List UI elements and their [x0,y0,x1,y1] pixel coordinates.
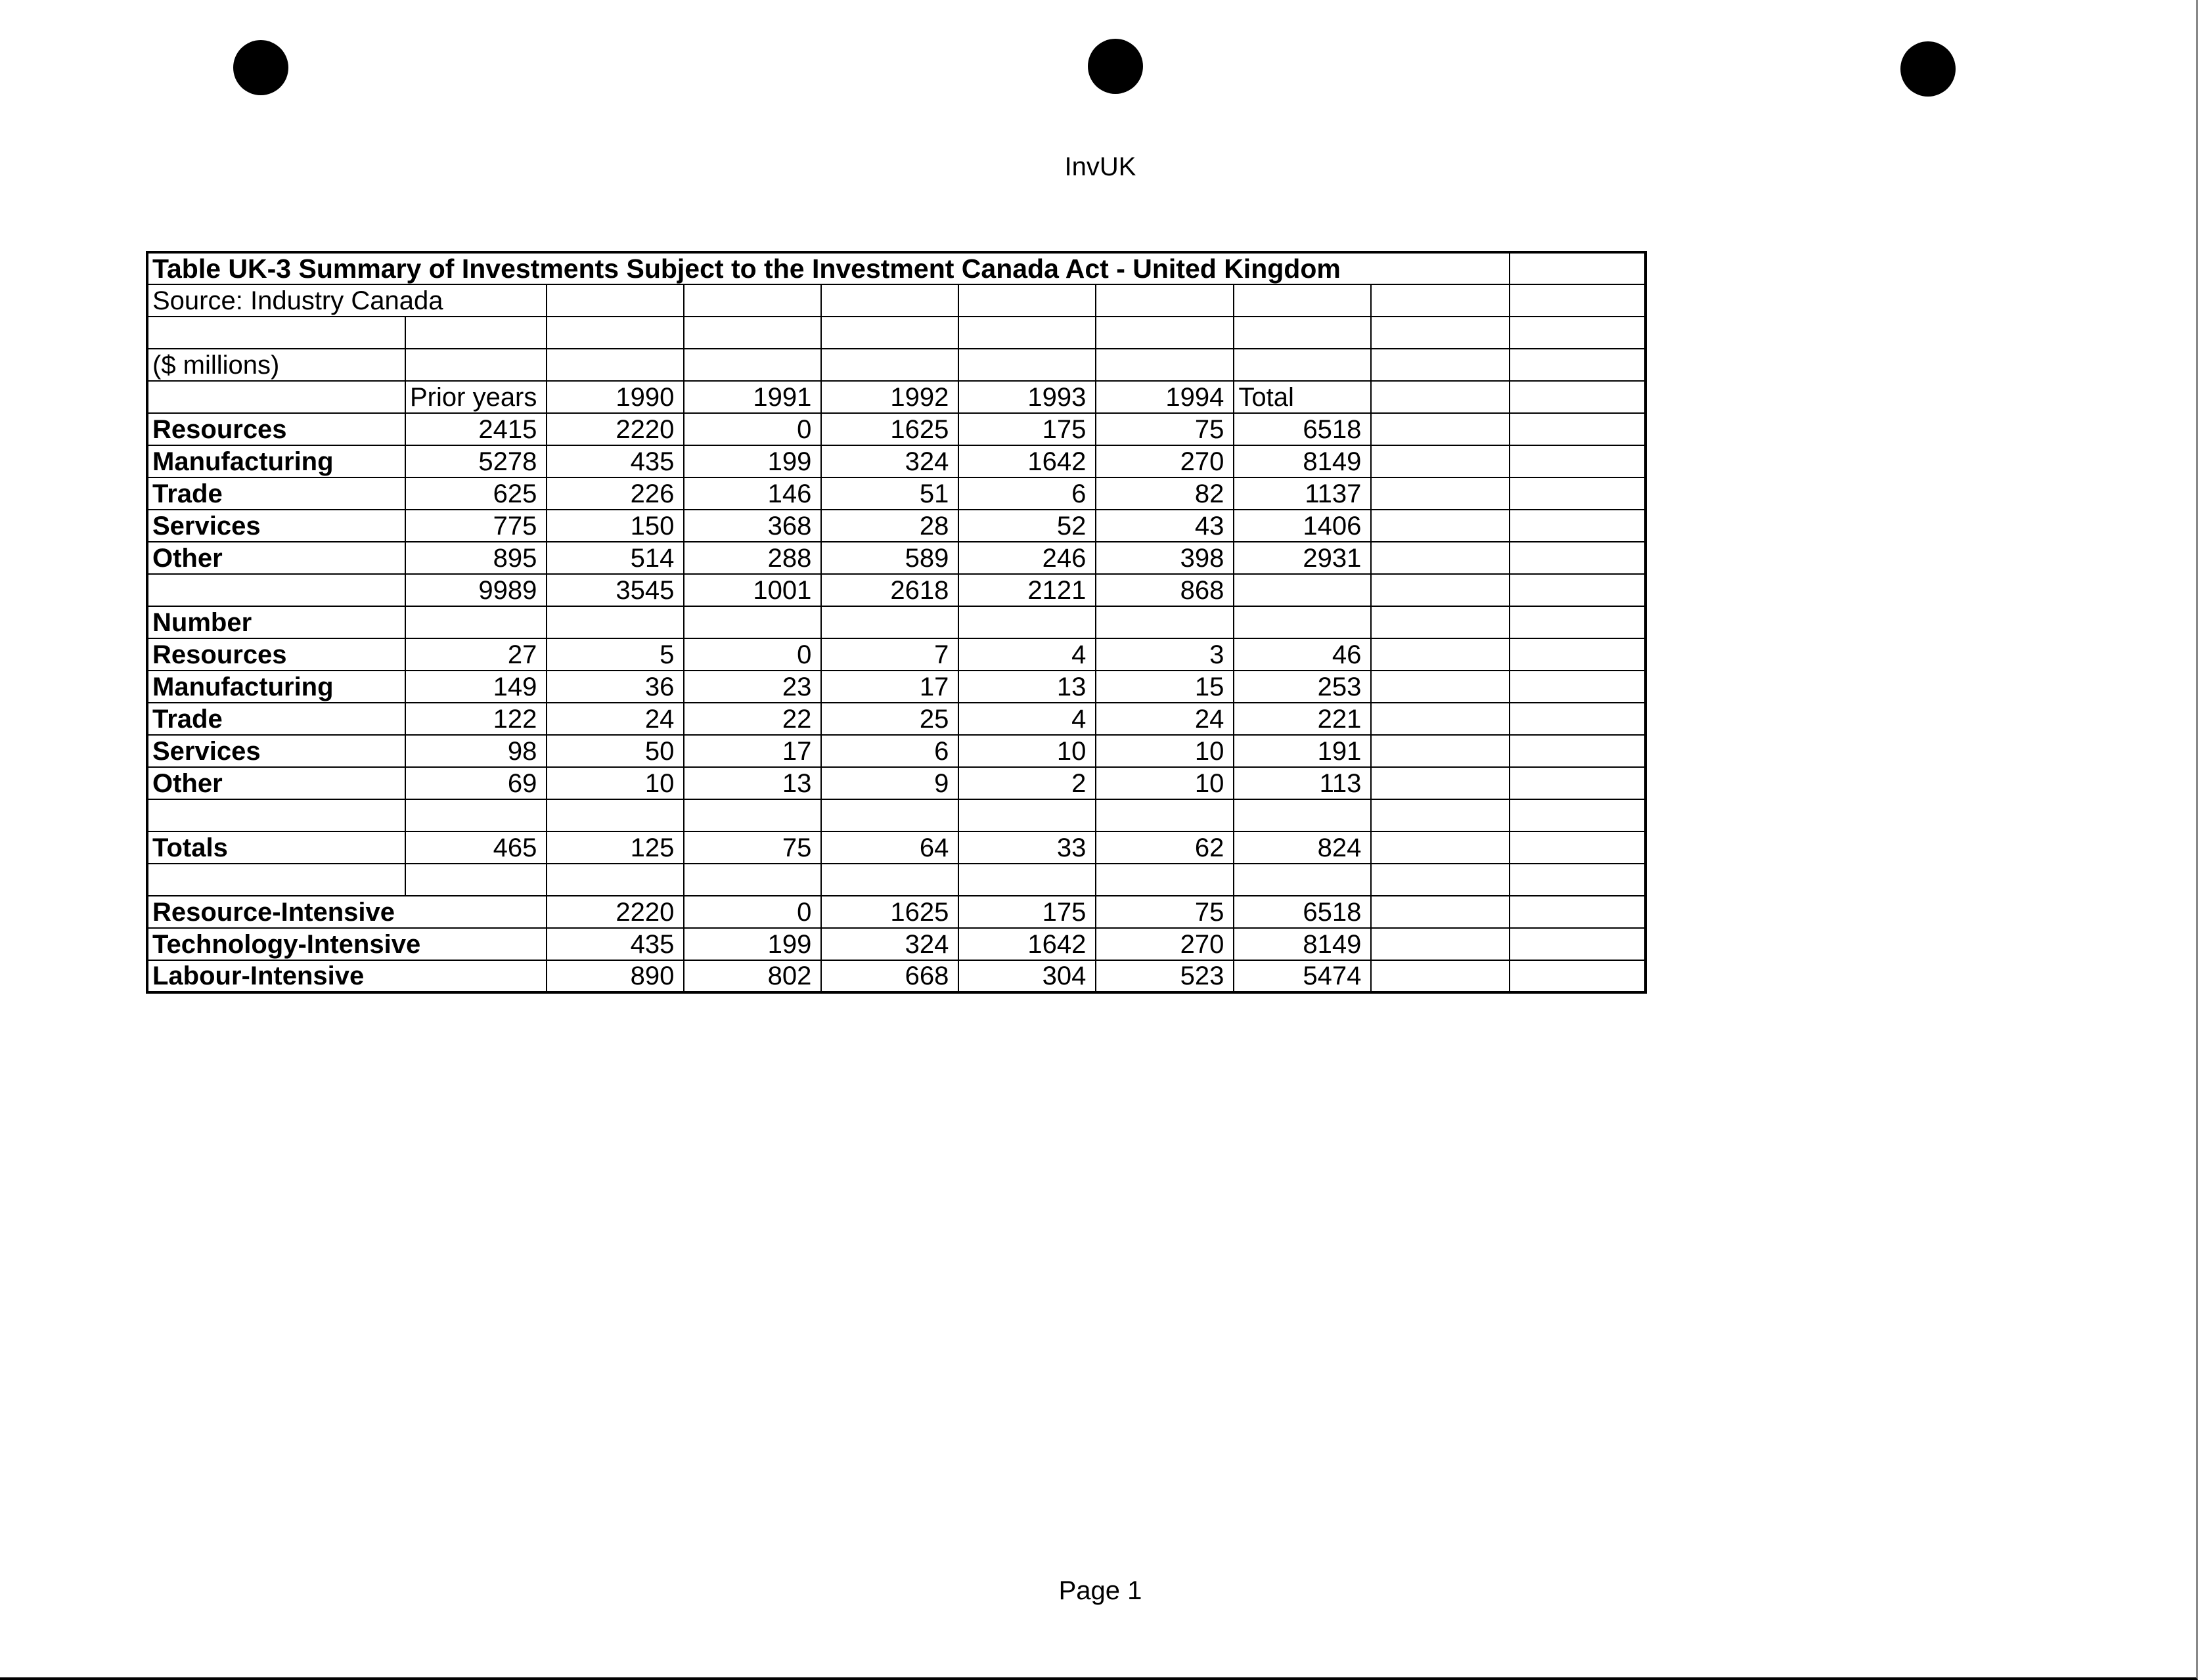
value-cell: 125 [547,831,684,864]
value-cell: 523 [1096,960,1234,992]
empty-cell [1234,574,1371,606]
value-cell: 398 [1096,542,1234,574]
value-cell: 175 [958,896,1096,928]
empty-cell [1510,671,1646,703]
empty-cell [684,799,821,831]
value-cell: 28 [821,510,958,542]
value-cell: 50 [547,735,684,767]
empty-cell [1371,606,1510,638]
value-cell: 36 [547,671,684,703]
empty-cell [821,606,958,638]
row-label: Trade [147,477,405,510]
value-cell: 2415 [405,413,547,445]
value-cell: 270 [1096,445,1234,477]
empty-cell [1371,477,1510,510]
empty-cell [1371,574,1510,606]
row-label: Totals [147,831,405,864]
empty-cell [1510,928,1646,960]
column-header: Total [1234,381,1371,413]
value-cell: 52 [958,510,1096,542]
empty-cell [1371,928,1510,960]
value-cell: 625 [405,477,547,510]
value-row [147,413,1646,445]
units-row [147,349,1646,381]
value-cell: 2220 [547,413,684,445]
value-cell: 435 [547,928,684,960]
value-cell: 1642 [958,928,1096,960]
value-cell: 23 [684,671,821,703]
value-cell: 199 [684,928,821,960]
value-cell: 890 [547,960,684,992]
table-source: Source: Industry Canada [147,284,547,317]
value-cell: 24 [547,703,684,735]
value-cell: 775 [405,510,547,542]
blank-row [147,864,1646,896]
empty-cell [1371,638,1510,671]
value-cell: 1001 [684,574,821,606]
value-cell: 1137 [1234,477,1371,510]
empty-cell [684,606,821,638]
value-cell: 868 [1096,574,1234,606]
empty-cell [1510,864,1646,896]
row-label: Resource-Intensive [147,896,547,928]
value-row [147,477,1646,510]
title-row [147,252,1646,284]
number-row [147,671,1646,703]
value-cell: 221 [1234,703,1371,735]
value-cell: 5474 [1234,960,1371,992]
value-cell: 0 [684,638,821,671]
value-cell: 0 [684,896,821,928]
row-label [147,864,405,896]
value-cell: 824 [1234,831,1371,864]
value-cell: 149 [405,671,547,703]
value-cell: 589 [821,542,958,574]
value-row [147,542,1646,574]
value-cell: 514 [547,542,684,574]
punch-hole-right [1900,41,1956,97]
value-cell: 324 [821,445,958,477]
value-cell: 6518 [1234,413,1371,445]
empty-cell [1371,831,1510,864]
empty-cell [1510,960,1646,992]
value-cell: 5 [547,638,684,671]
value-cell: 270 [1096,928,1234,960]
value-cell: 10 [1096,767,1234,799]
empty-cell [1510,767,1646,799]
value-cell: 150 [547,510,684,542]
number-section-row [147,606,1646,638]
intensity-row [147,928,1646,960]
value-cell: 246 [958,542,1096,574]
column-header: 1991 [684,381,821,413]
empty-cell [1096,799,1234,831]
row-label: Number [147,606,405,638]
row-label: Services [147,510,405,542]
empty-cell [405,799,547,831]
value-cell: 75 [1096,413,1234,445]
value-row [147,445,1646,477]
blank-row [147,317,1646,349]
value-cell: 1625 [821,896,958,928]
empty-cell [1371,735,1510,767]
value-cell: 1625 [821,413,958,445]
empty-cell [1371,445,1510,477]
empty-cell [958,606,1096,638]
empty-cell [1234,606,1371,638]
table-title: Table UK-3 Summary of Investments Subject to the Investment Canada Act - United Kingdom [147,252,1510,284]
value-cell: 25 [821,703,958,735]
value-cell: 51 [821,477,958,510]
empty-cell [958,864,1096,896]
value-cell: 8149 [1234,928,1371,960]
row-label: Labour-Intensive [147,960,547,992]
totals-row [147,831,1646,864]
value-cell: 62 [1096,831,1234,864]
empty-cell [1371,799,1510,831]
empty-cell [1234,864,1371,896]
value-cell: 199 [684,445,821,477]
value-cell: 75 [1096,896,1234,928]
empty-cell [547,606,684,638]
empty-cell [1510,735,1646,767]
value-cell: 10 [1096,735,1234,767]
value-cell: 435 [547,445,684,477]
blank-row [147,799,1646,831]
value-cell: 3 [1096,638,1234,671]
value-cell: 253 [1234,671,1371,703]
value-cell: 668 [821,960,958,992]
row-label [147,574,405,606]
value-cell: 368 [684,510,821,542]
empty-cell [1510,831,1646,864]
column-header: 1994 [1096,381,1234,413]
intensity-row [147,960,1646,992]
value-cell: 122 [405,703,547,735]
empty-cell [1510,510,1646,542]
value-cell: 64 [821,831,958,864]
value-cell: 146 [684,477,821,510]
row-label: Other [147,767,405,799]
source-row [147,284,1646,317]
value-cell: 2220 [547,896,684,928]
empty-cell [1371,542,1510,574]
value-cell: 27 [405,638,547,671]
empty-cell [1510,574,1646,606]
row-label: Resources [147,413,405,445]
row-label: Manufacturing [147,445,405,477]
value-cell: 17 [684,735,821,767]
value-cell: 8149 [1234,445,1371,477]
value-cell: 2618 [821,574,958,606]
punch-hole-center [1088,39,1143,94]
value-cell: 304 [958,960,1096,992]
number-row [147,767,1646,799]
value-cell: 1642 [958,445,1096,477]
empty-cell [1510,477,1646,510]
empty-cell [1510,542,1646,574]
punch-hole-left [233,40,288,95]
value-cell: 226 [547,477,684,510]
value-cell: 9989 [405,574,547,606]
value-cell: 4 [958,703,1096,735]
intensity-row [147,896,1646,928]
value-cell: 288 [684,542,821,574]
value-cell: 4 [958,638,1096,671]
value-cell: 46 [1234,638,1371,671]
column-header: 1993 [958,381,1096,413]
value-cell: 1406 [1234,510,1371,542]
sheet-name: InvUK [1064,152,1136,181]
value-row [147,510,1646,542]
row-label: Services [147,735,405,767]
row-label: Other [147,542,405,574]
empty-cell [1371,960,1510,992]
empty-cell [1510,703,1646,735]
empty-cell [821,864,958,896]
investment-table [146,251,1647,994]
value-cell: 802 [684,960,821,992]
empty-cell [1510,638,1646,671]
empty-cell [1096,606,1234,638]
empty-cell [1371,864,1510,896]
empty-cell [1371,413,1510,445]
value-cell: 113 [1234,767,1371,799]
value-cell: 15 [1096,671,1234,703]
row-label: Technology-Intensive [147,928,547,960]
value-cell: 2 [958,767,1096,799]
value-cell: 13 [684,767,821,799]
value-cell: 175 [958,413,1096,445]
value-cell: 7 [821,638,958,671]
value-cell: 0 [684,413,821,445]
value-cell: 2931 [1234,542,1371,574]
row-label: Manufacturing [147,671,405,703]
value-cell: 10 [547,767,684,799]
row-label [147,799,405,831]
empty-cell [1371,703,1510,735]
empty-cell [958,799,1096,831]
empty-cell [1510,413,1646,445]
value-cell: 895 [405,542,547,574]
empty-cell [1371,510,1510,542]
value-cell: 2121 [958,574,1096,606]
empty-cell [1510,606,1646,638]
column-header-row [147,381,1646,413]
number-row [147,735,1646,767]
value-cell: 6 [958,477,1096,510]
empty-cell [1510,252,1646,284]
empty-cell [405,606,547,638]
value-cell: 6518 [1234,896,1371,928]
empty-cell [547,799,684,831]
value-cell: 191 [1234,735,1371,767]
value-cell: 22 [684,703,821,735]
value-cell: 43 [1096,510,1234,542]
empty-cell [1096,864,1234,896]
empty-cell [1371,896,1510,928]
value-cell: 75 [684,831,821,864]
number-row [147,638,1646,671]
value-cell: 6 [821,735,958,767]
value-cell: 24 [1096,703,1234,735]
value-cell: 465 [405,831,547,864]
value-cell: 9 [821,767,958,799]
row-label: Resources [147,638,405,671]
units-label: ($ millions) [147,349,405,381]
page-number: Page 1 [1058,1576,1142,1605]
empty-cell [684,864,821,896]
row-label: Trade [147,703,405,735]
value-cell: 82 [1096,477,1234,510]
empty-cell [1371,767,1510,799]
column-header: 1990 [547,381,684,413]
empty-cell [1510,799,1646,831]
column-header: Prior years [405,381,547,413]
empty-cell [547,864,684,896]
table-body [147,252,1646,992]
value-cell: 69 [405,767,547,799]
empty-cell [1371,671,1510,703]
empty-cell [821,799,958,831]
column-header: 1992 [821,381,958,413]
value-totals-row [147,574,1646,606]
value-cell: 33 [958,831,1096,864]
value-cell: 13 [958,671,1096,703]
value-cell: 5278 [405,445,547,477]
number-row [147,703,1646,735]
empty-cell [1234,799,1371,831]
value-cell: 98 [405,735,547,767]
value-cell: 17 [821,671,958,703]
value-cell: 3545 [547,574,684,606]
empty-cell [1510,445,1646,477]
value-cell: 324 [821,928,958,960]
empty-cell [1510,896,1646,928]
empty-cell [405,864,547,896]
value-cell: 10 [958,735,1096,767]
